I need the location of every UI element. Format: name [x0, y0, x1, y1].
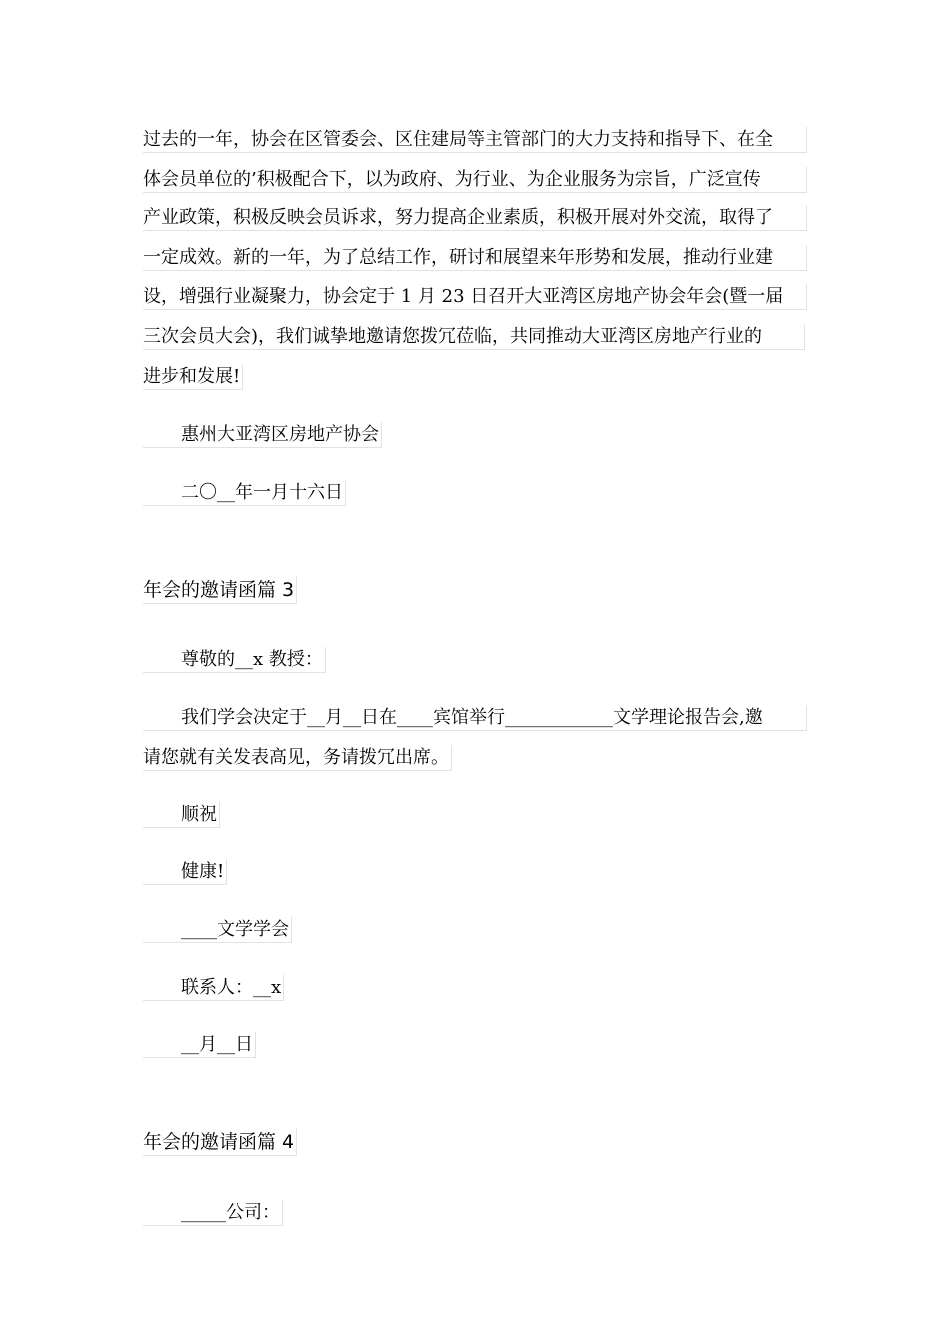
body-line-1: 过去的一年，协会在区管委会、区住建局等主管部门的大力支持和指导下、在全	[143, 127, 807, 153]
section-heading-4: 年会的邀请函篇 4	[143, 1128, 297, 1156]
body-line-4: 一定成效。新的一年，为了总结工作，研讨和展望来年形势和发展，推动行业建	[143, 245, 807, 271]
signature-org: 惠州大亚湾区房地产协会	[143, 422, 382, 448]
closing-health: 健康!	[143, 859, 227, 885]
body-line-7: 进步和发展!	[143, 364, 243, 390]
body-3-line-1: 我们学会决定于__月__日在____宾馆举行____________文学理论报告会,邀	[143, 705, 807, 731]
body-line-3: 产业政策，积极反映会员诉求，努力提高企业素质，积极开展对外交流，取得了	[143, 205, 807, 231]
salutation-4: _____公司：	[143, 1200, 283, 1226]
contact-person: 联系人：__x	[143, 975, 284, 1001]
salutation-3: 尊敬的__x 教授：	[143, 647, 326, 673]
body-line-5: 设，增强行业凝聚力，协会定于 1 月 23 日召开大亚湾区房地产协会年会(暨一届	[143, 284, 807, 310]
closing-wish: 顺祝	[143, 802, 220, 828]
body-line-6: 三次会员大会)，我们诚挚地邀请您拨冗莅临，共同推动大亚湾区房地产行业的	[143, 324, 805, 350]
body-3-line-2: 请您就有关发表高见，务请拨冗出席。	[143, 745, 452, 771]
section-heading-3: 年会的邀请函篇 3	[143, 576, 297, 604]
letter-date: __月__日	[143, 1032, 256, 1058]
organization-name: ____文学学会	[143, 917, 292, 943]
body-line-2: 体会员单位的’积极配合下，以为政府、为行业、为企业服务为宗旨，广泛宣传	[143, 167, 807, 193]
signature-date: 二〇__年一月十六日	[143, 480, 346, 506]
